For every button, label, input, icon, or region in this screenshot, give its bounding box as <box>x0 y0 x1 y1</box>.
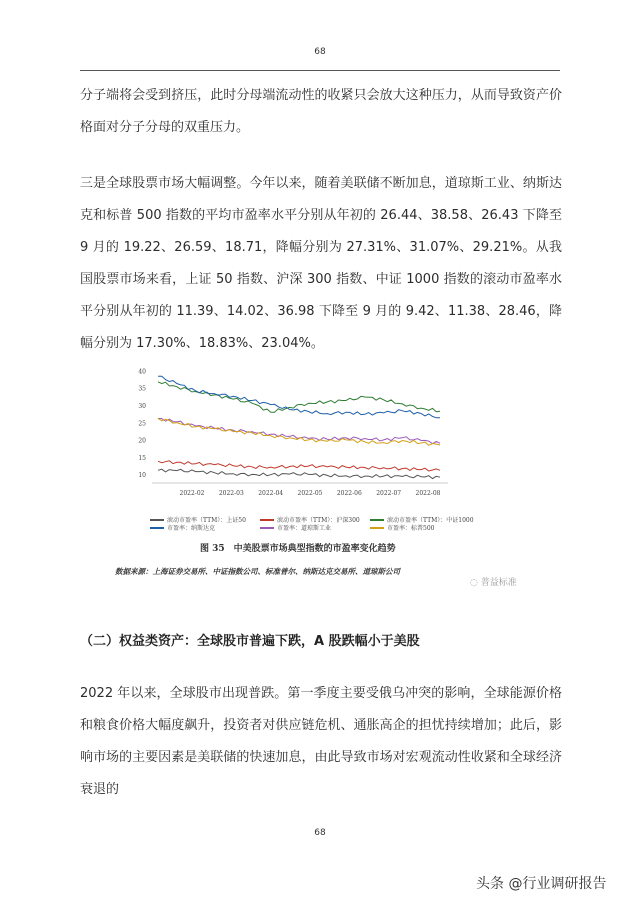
series-line-0 <box>158 469 440 478</box>
legend-label: 滚动市盈率（TTM）：上证50 <box>167 517 246 524</box>
legend-label: 市盈率：纳斯达克 <box>167 525 216 532</box>
paragraph-3 <box>80 678 562 806</box>
legend-label: 滚动市盈率（TTM）：沪深300 <box>277 517 360 524</box>
wechat-mark <box>470 575 517 588</box>
pe-ratio-chart <box>120 360 460 520</box>
x-tick-label: 2022-07 <box>376 490 402 497</box>
legend-swatch <box>260 527 274 529</box>
y-tick-label: 30 <box>138 403 146 410</box>
legend-item <box>370 523 434 532</box>
wechat-icon: ◌ <box>470 578 481 588</box>
paragraph-2-text: 三是全球股票市场大幅调整。今年以来，随着美联储不断加息，道琼斯工业、纳斯达克和标普 500 指数的平均市盈率水平分别从年初的 26.44、38.58、26.43 下降至 9 月的 19.22、26.59、18.71，降幅分别为 27.31%、31.07%、29.21%。从我国股票市场来看，上证 50 指数、沪深 300 指数、中证 1000 指数的滚动市盈率水平分别从年初的 11.39、14.02、36.98 下降至 9 月的 9.42、11.38、28.46，降幅分别为 17.30%、18.83%、23.04%。 <box>80 176 562 351</box>
x-tick-label: 2022-04 <box>258 490 284 497</box>
x-axis <box>152 483 448 497</box>
x-tick-label: 2022-06 <box>336 490 362 497</box>
paragraph-1-text: 分子端将会受到挤压，此时分母端流动性的收紧只会放大这种压力，从而导致资产价格面对分子分母的双重压力。 <box>80 88 562 135</box>
series-line-1 <box>158 461 440 471</box>
x-tick-label: 2022-03 <box>218 490 244 497</box>
legend-label: 市盈率：道琼斯工业 <box>277 525 332 532</box>
legend-label: 滚动市盈率（TTM）：中证1000 <box>387 517 474 524</box>
y-tick-label: 20 <box>138 437 146 445</box>
page-number-bottom: 68 <box>314 828 326 838</box>
y-tick-label: 35 <box>138 385 146 393</box>
x-tick-label: 2022-02 <box>179 490 205 497</box>
legend-item <box>150 523 215 532</box>
section-heading: （二）权益类资产：全球股市普遍下跌，A 股跌幅小于美股 <box>80 634 420 649</box>
x-tick-label: 2022-08 <box>415 490 441 497</box>
legend-label: 市盈率：标普500 <box>387 525 435 532</box>
series-line-5 <box>158 418 440 445</box>
paragraph-2 <box>80 168 562 360</box>
legend-swatch <box>260 519 274 521</box>
chart-series <box>158 376 440 478</box>
figure-source: 数据来源：上海证券交易所、中证指数公司、标准普尔、纳斯达克交易所、道琼斯公司 <box>115 567 400 576</box>
series-line-3 <box>158 376 440 418</box>
page-number-top: 68 <box>314 47 326 57</box>
y-tick-label: 40 <box>138 368 146 376</box>
legend-swatch <box>370 527 384 529</box>
paragraph-3-text: 2022 年以来，全球股市出现普跌。第一季度主要受俄乌冲突的影响，全球能源价格和粮食价格大幅度飙升，投资者对供应链危机、通胀高企的担忧持续增加；此后，影响市场的主要因素是美联储的快速加息，由此导致市场对宏观流动性收紧和全球经济衰退的 <box>80 686 562 797</box>
x-tick-label: 2022-05 <box>297 490 323 497</box>
watermark: 头条 @行业调研报告 <box>476 876 607 892</box>
legend-swatch <box>150 527 164 529</box>
y-tick-label: 10 <box>138 472 146 480</box>
series-line-4 <box>158 418 440 443</box>
legend-item <box>260 523 331 532</box>
y-tick-label: 15 <box>138 454 146 462</box>
header-rule <box>80 70 560 71</box>
figure-caption: 图 35 中美股票市场典型指数的市盈率变化趋势 <box>200 544 396 554</box>
y-axis <box>138 368 146 479</box>
series-line-2 <box>158 382 440 413</box>
legend-swatch <box>370 519 384 521</box>
y-tick-label: 25 <box>138 420 146 428</box>
paragraph-1 <box>80 80 562 144</box>
wechat-mark-text: 普益标准 <box>480 578 517 588</box>
legend-swatch <box>150 519 164 521</box>
